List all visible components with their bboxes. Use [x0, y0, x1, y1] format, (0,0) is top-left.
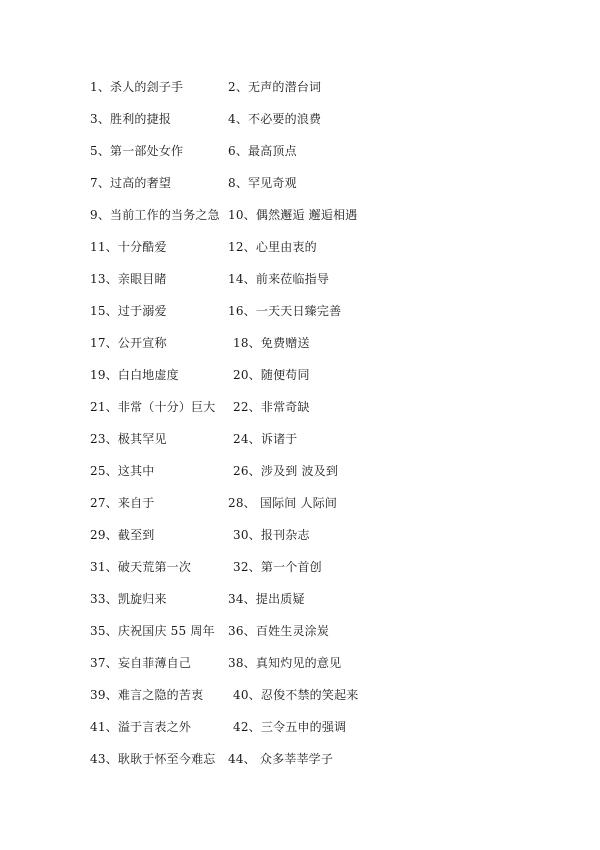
list-item: 6、最高顶点 [228, 143, 297, 158]
list-item: 31、破天荒第一次 [90, 559, 192, 574]
list-row-18 [90, 614, 570, 646]
list-row-12 [90, 422, 570, 454]
list-row-16 [90, 550, 570, 582]
list-row-3 [90, 134, 570, 166]
list-item: 4、不必要的浪费 [228, 111, 322, 126]
list-item: 39、难言之隐的苦衷 [90, 687, 204, 702]
list-item: 35、庆祝国庆 55 周年 [90, 623, 215, 638]
list-row-13 [90, 454, 570, 486]
list-item: 17、公开宣称 [90, 335, 167, 350]
list-item: 2、无声的潜台词 [228, 79, 322, 94]
list-item: 41、溢于言表之外 [90, 719, 192, 734]
list-row-19 [90, 646, 570, 678]
list-row-5 [90, 198, 570, 230]
list-item: 36、百姓生灵涂炭 [228, 623, 330, 638]
list-item: 26、涉及到 波及到 [233, 463, 339, 478]
list-row-14 [90, 486, 570, 518]
list-item: 14、前来莅临指导 [228, 271, 330, 286]
list-item: 8、罕见奇观 [228, 175, 297, 190]
list-item: 9、当前工作的当务之急 [90, 207, 220, 222]
list-row-11 [90, 390, 570, 422]
list-item: 1、杀人的刽子手 [90, 79, 184, 94]
list-row-7 [90, 262, 570, 294]
list-item: 44、 众多莘莘学子 [228, 751, 334, 766]
list-row-4 [90, 166, 570, 198]
list-row-6 [90, 230, 570, 262]
list-item: 37、妄自菲薄自己 [90, 655, 192, 670]
list-item: 18、免费赠送 [233, 335, 310, 350]
list-item: 22、非常奇缺 [233, 399, 310, 414]
list-item: 11、十分酷爱 [90, 239, 167, 254]
list-item: 7、过高的奢望 [90, 175, 172, 190]
list-item: 5、第一部处女作 [90, 143, 184, 158]
list-item: 29、截至到 [90, 527, 155, 542]
list-item: 19、白白地虚度 [90, 367, 179, 382]
list-item: 24、诉诸于 [233, 431, 298, 446]
list-item: 34、提出质疑 [228, 591, 305, 606]
phrase-list [90, 70, 570, 774]
list-item: 40、忍俊不禁的笑起来 [233, 687, 359, 702]
list-row-9 [90, 326, 570, 358]
list-item: 21、非常（十分）巨大 [90, 399, 216, 414]
list-item: 27、来自于 [90, 495, 155, 510]
list-row-21 [90, 710, 570, 742]
list-item: 25、这其中 [90, 463, 155, 478]
list-item: 20、随便苟同 [233, 367, 310, 382]
list-row-15 [90, 518, 570, 550]
list-item: 13、亲眼目睹 [90, 271, 167, 286]
list-item: 30、报刊杂志 [233, 527, 310, 542]
list-row-8 [90, 294, 570, 326]
list-row-10 [90, 358, 570, 390]
list-item: 32、第一个首创 [233, 559, 322, 574]
list-item: 15、过于溺爱 [90, 303, 167, 318]
list-row-2 [90, 102, 570, 134]
list-row-1 [90, 70, 570, 102]
list-item: 16、一天天日臻完善 [228, 303, 342, 318]
list-row-20 [90, 678, 570, 710]
list-row-17 [90, 582, 570, 614]
list-row-22 [90, 742, 570, 774]
list-item: 42、三令五申的强调 [233, 719, 347, 734]
list-item: 43、耿耿于怀至今难忘 [90, 751, 216, 766]
list-item: 23、极其罕见 [90, 431, 167, 446]
list-item: 28、 国际间 人际间 [228, 495, 338, 510]
list-item: 10、偶然邂逅 邂逅相遇 [228, 207, 358, 222]
list-item: 12、心里由衷的 [228, 239, 317, 254]
list-item: 3、胜利的捷报 [90, 111, 172, 126]
list-item: 38、真知灼见的意见 [228, 655, 342, 670]
list-item: 33、凯旋归来 [90, 591, 167, 606]
